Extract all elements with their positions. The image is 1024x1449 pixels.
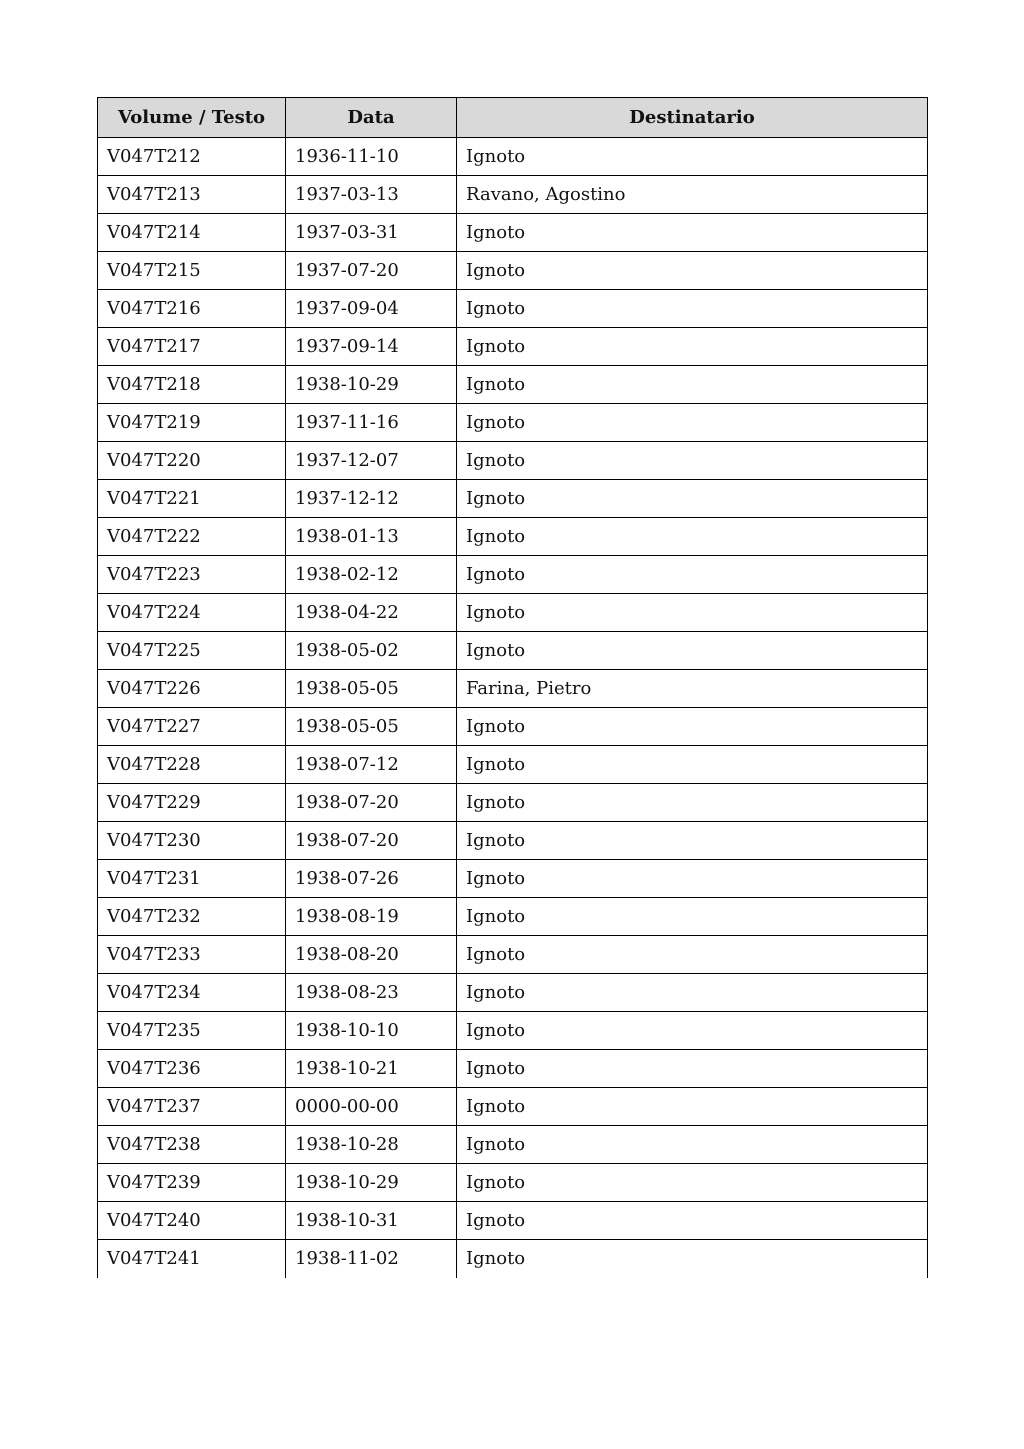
cell-data: 1937-09-04 — [286, 290, 457, 328]
cell-volume-testo: V047T214 — [98, 214, 286, 252]
cell-destinatario: Ignoto — [457, 594, 928, 632]
cell-data: 1938-05-05 — [286, 708, 457, 746]
cell-data: 1938-08-20 — [286, 936, 457, 974]
cell-destinatario: Ignoto — [457, 290, 928, 328]
cell-volume-testo: V047T220 — [98, 442, 286, 480]
cell-destinatario: Ignoto — [457, 1012, 928, 1050]
cell-volume-testo: V047T240 — [98, 1202, 286, 1240]
cell-destinatario: Ignoto — [457, 138, 928, 176]
cell-data: 1938-04-22 — [286, 594, 457, 632]
table-row — [98, 442, 928, 480]
cell-destinatario: Ignoto — [457, 404, 928, 442]
table-row — [98, 670, 928, 708]
table-row — [98, 860, 928, 898]
cell-data: 0000-00-00 — [286, 1088, 457, 1126]
cell-destinatario: Ignoto — [457, 708, 928, 746]
cell-volume-testo: V047T239 — [98, 1164, 286, 1202]
table-header — [98, 98, 928, 138]
table-row — [98, 1050, 928, 1088]
cell-data: 1938-11-02 — [286, 1240, 457, 1278]
table-row — [98, 290, 928, 328]
table-row — [98, 784, 928, 822]
table-row — [98, 176, 928, 214]
cell-volume-testo: V047T225 — [98, 632, 286, 670]
header-destinatario: Destinatario — [457, 98, 928, 138]
cell-data: 1938-10-21 — [286, 1050, 457, 1088]
cell-data: 1937-12-07 — [286, 442, 457, 480]
cell-data: 1937-07-20 — [286, 252, 457, 290]
table-row — [98, 822, 928, 860]
cell-destinatario: Ignoto — [457, 898, 928, 936]
cell-volume-testo: V047T219 — [98, 404, 286, 442]
cell-destinatario: Ignoto — [457, 366, 928, 404]
cell-volume-testo: V047T216 — [98, 290, 286, 328]
table-row — [98, 366, 928, 404]
cell-data: 1938-01-13 — [286, 518, 457, 556]
cell-destinatario: Ignoto — [457, 1050, 928, 1088]
cell-destinatario: Ignoto — [457, 936, 928, 974]
table-row — [98, 898, 928, 936]
table-body — [98, 138, 928, 1278]
cell-volume-testo: V047T226 — [98, 670, 286, 708]
cell-destinatario: Ignoto — [457, 1126, 928, 1164]
cell-destinatario: Ignoto — [457, 1164, 928, 1202]
cell-destinatario: Ignoto — [457, 632, 928, 670]
cell-destinatario: Ignoto — [457, 974, 928, 1012]
cell-data: 1938-10-31 — [286, 1202, 457, 1240]
cell-destinatario: Ignoto — [457, 252, 928, 290]
cell-data: 1936-11-10 — [286, 138, 457, 176]
cell-volume-testo: V047T241 — [98, 1240, 286, 1278]
cell-volume-testo: V047T229 — [98, 784, 286, 822]
cell-volume-testo: V047T232 — [98, 898, 286, 936]
table-row — [98, 1202, 928, 1240]
cell-data: 1938-07-20 — [286, 822, 457, 860]
cell-volume-testo: V047T218 — [98, 366, 286, 404]
cell-destinatario: Ignoto — [457, 1088, 928, 1126]
cell-volume-testo: V047T223 — [98, 556, 286, 594]
cell-volume-testo: V047T236 — [98, 1050, 286, 1088]
cell-data: 1938-07-20 — [286, 784, 457, 822]
cell-volume-testo: V047T235 — [98, 1012, 286, 1050]
table-row — [98, 1240, 928, 1278]
cell-data: 1938-07-26 — [286, 860, 457, 898]
cell-volume-testo: V047T238 — [98, 1126, 286, 1164]
cell-destinatario: Ignoto — [457, 860, 928, 898]
cell-destinatario: Ignoto — [457, 556, 928, 594]
cell-data: 1938-02-12 — [286, 556, 457, 594]
cell-volume-testo: V047T221 — [98, 480, 286, 518]
table-row — [98, 138, 928, 176]
table-row — [98, 1126, 928, 1164]
cell-data: 1938-10-29 — [286, 366, 457, 404]
table-row — [98, 480, 928, 518]
table-row — [98, 1012, 928, 1050]
cell-volume-testo: V047T237 — [98, 1088, 286, 1126]
cell-destinatario: Ignoto — [457, 214, 928, 252]
cell-data: 1938-07-12 — [286, 746, 457, 784]
letters-table — [97, 97, 928, 1278]
cell-data: 1938-10-10 — [286, 1012, 457, 1050]
cell-data: 1938-10-29 — [286, 1164, 457, 1202]
cell-volume-testo: V047T231 — [98, 860, 286, 898]
table-row — [98, 556, 928, 594]
table-row — [98, 518, 928, 556]
cell-destinatario: Ignoto — [457, 480, 928, 518]
header-data: Data — [286, 98, 457, 138]
cell-volume-testo: V047T213 — [98, 176, 286, 214]
header-row — [98, 98, 928, 138]
cell-data: 1937-12-12 — [286, 480, 457, 518]
cell-data: 1938-10-28 — [286, 1126, 457, 1164]
cell-volume-testo: V047T212 — [98, 138, 286, 176]
cell-data: 1938-05-02 — [286, 632, 457, 670]
cell-volume-testo: V047T233 — [98, 936, 286, 974]
table-row — [98, 404, 928, 442]
table-row — [98, 936, 928, 974]
cell-volume-testo: V047T222 — [98, 518, 286, 556]
cell-destinatario: Ignoto — [457, 1202, 928, 1240]
cell-data: 1937-09-14 — [286, 328, 457, 366]
cell-volume-testo: V047T215 — [98, 252, 286, 290]
cell-volume-testo: V047T234 — [98, 974, 286, 1012]
cell-data: 1937-11-16 — [286, 404, 457, 442]
cell-volume-testo: V047T228 — [98, 746, 286, 784]
header-volume-testo: Volume / Testo — [98, 98, 286, 138]
table-row — [98, 974, 928, 1012]
table-row — [98, 1088, 928, 1126]
table-row — [98, 214, 928, 252]
cell-data: 1938-08-19 — [286, 898, 457, 936]
table-row — [98, 632, 928, 670]
cell-data: 1937-03-31 — [286, 214, 457, 252]
cell-destinatario: Ignoto — [457, 328, 928, 366]
cell-data: 1937-03-13 — [286, 176, 457, 214]
cell-destinatario: Ignoto — [457, 442, 928, 480]
letters-table-container — [97, 97, 927, 1278]
table-row — [98, 746, 928, 784]
table-row — [98, 252, 928, 290]
table-row — [98, 708, 928, 746]
cell-destinatario: Ignoto — [457, 518, 928, 556]
cell-volume-testo: V047T227 — [98, 708, 286, 746]
cell-destinatario: Ignoto — [457, 784, 928, 822]
cell-data: 1938-08-23 — [286, 974, 457, 1012]
cell-destinatario: Ignoto — [457, 822, 928, 860]
cell-destinatario: Ignoto — [457, 746, 928, 784]
cell-destinatario: Ravano, Agostino — [457, 176, 928, 214]
table-row — [98, 594, 928, 632]
table-row — [98, 1164, 928, 1202]
cell-volume-testo: V047T217 — [98, 328, 286, 366]
cell-volume-testo: V047T230 — [98, 822, 286, 860]
cell-destinatario: Farina, Pietro — [457, 670, 928, 708]
table-row — [98, 328, 928, 366]
cell-data: 1938-05-05 — [286, 670, 457, 708]
cell-volume-testo: V047T224 — [98, 594, 286, 632]
cell-destinatario: Ignoto — [457, 1240, 928, 1278]
